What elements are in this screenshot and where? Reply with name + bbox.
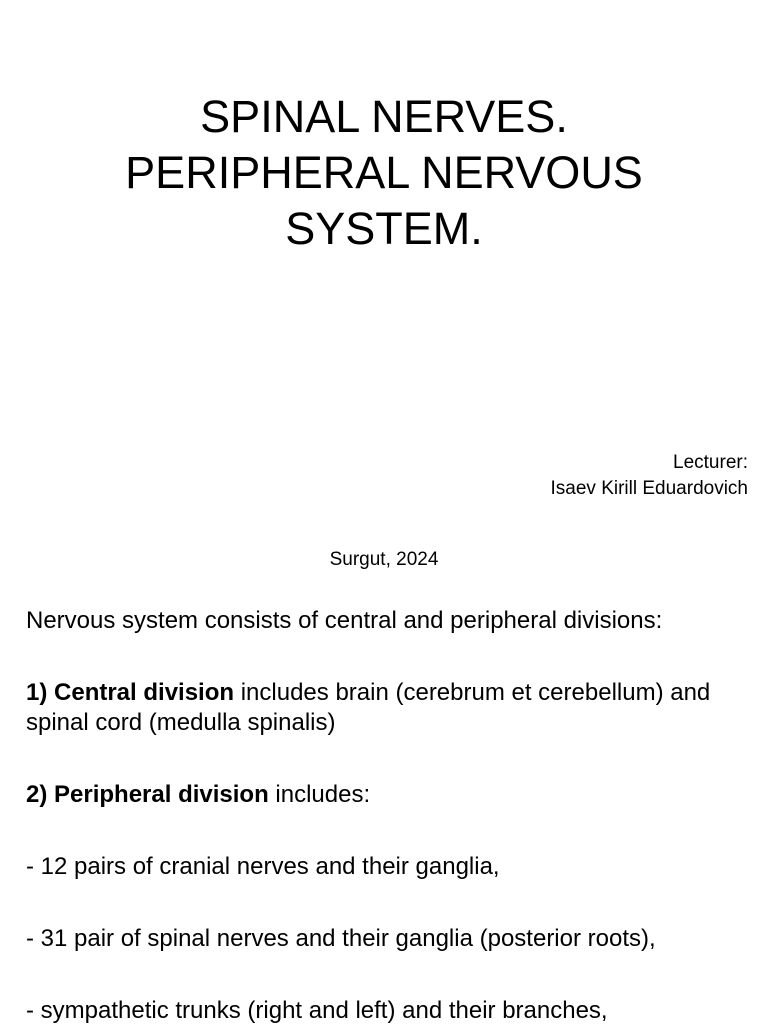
title-line-2: PERIPHERAL NERVOUS [125, 147, 643, 198]
central-division-paragraph [26, 678, 746, 738]
page-title [0, 89, 768, 257]
central-division-text: includes brain (cerebrum et cerebellum) and spinal cord (medulla spinalis) [26, 679, 711, 736]
lecturer-label: Lecturer: [673, 452, 748, 473]
city-year: Surgut, 2024 [329, 549, 439, 570]
central-division-heading: 1) Central division [26, 679, 235, 706]
title-line-3: SYSTEM. [285, 203, 483, 254]
list-item: - 12 pairs of cranial nerves and their ganglia, [26, 853, 500, 880]
lecturer-name: Isaev Kirill Eduardovich [550, 478, 748, 499]
peripheral-division-heading: 2) Peripheral division [26, 781, 269, 808]
intro-paragraph: Nervous system consists of central and peripheral divisions: [26, 607, 663, 634]
title-line-1: SPINAL NERVES. [200, 91, 568, 142]
peripheral-division-text: includes: [268, 781, 371, 808]
list-item: - 31 pair of spinal nerves and their ganglia (posterior roots), [26, 925, 656, 952]
list-item: - sympathetic trunks (right and left) and their branches, [26, 997, 608, 1024]
lecturer-block [551, 450, 748, 502]
peripheral-division-paragraph [26, 780, 746, 810]
